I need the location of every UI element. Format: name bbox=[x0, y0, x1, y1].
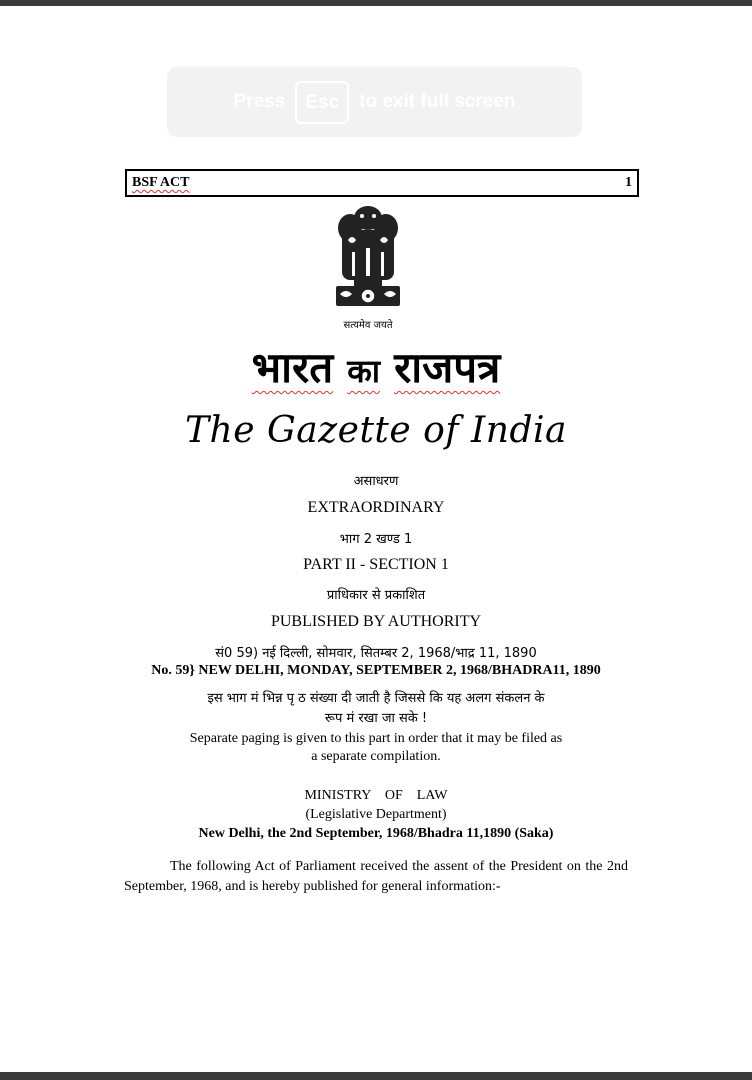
paging-note-hindi-line2: रूप मं रखा जा सके ! bbox=[324, 711, 428, 726]
authority: PUBLISHED BY AUTHORITY bbox=[270, 613, 482, 630]
issue-line-hindi: सं0 59) नई दिल्ली, सोमवार, सितम्बर 2, 1968/भाद्र 11, 1890 bbox=[215, 646, 537, 661]
fullscreen-notice bbox=[167, 67, 582, 137]
body-paragraph: The following Act of Parliament received the assent of the President on the 2nd September, 1968, and is hereby published for general information:- bbox=[124, 859, 628, 894]
dateline: New Delhi, the 2nd September, 1968/Bhadra 11,1890 (Saka) bbox=[198, 826, 554, 841]
fullscreen-notice-after: to exit full screen bbox=[359, 91, 516, 112]
title-hindi-word1: भारत bbox=[251, 343, 334, 392]
top-bar bbox=[0, 0, 752, 6]
title-hindi-word3: राजपत्र bbox=[394, 343, 501, 392]
emblem-motto: सत्यमेव जयते bbox=[343, 320, 393, 331]
esc-key-badge: Esc bbox=[295, 81, 349, 124]
paging-note-line2: a separate compilation. bbox=[311, 749, 441, 764]
act-title: BSF ACT bbox=[132, 175, 190, 190]
title-hindi-word2: का bbox=[347, 352, 381, 390]
part-hindi: भाग 2 खण्ड 1 bbox=[339, 532, 413, 547]
ministry: MINISTRY OF LAW bbox=[304, 788, 448, 803]
issue-line: No. 59} NEW DELHI, MONDAY, SEPTEMBER 2, 1968/BHADRA11, 1890 bbox=[151, 663, 601, 678]
authority-hindi: प्राधिकार से प्रकाशित bbox=[326, 588, 426, 603]
department: (Legislative Department) bbox=[305, 807, 447, 822]
fullscreen-notice-before: Press bbox=[233, 91, 286, 112]
edition: EXTRAORDINARY bbox=[307, 499, 445, 516]
paging-note-line1: Separate paging is given to this part in order that it may be filed as bbox=[189, 731, 563, 746]
gazette-title-english: The Gazette of India bbox=[185, 410, 567, 451]
document-header bbox=[125, 169, 639, 197]
national-emblem-icon bbox=[318, 200, 418, 335]
part-section: PART II - SECTION 1 bbox=[303, 556, 449, 573]
bottom-bar bbox=[0, 1072, 752, 1080]
gazette-title-hindi bbox=[0, 338, 752, 395]
paging-note-hindi-line1: इस भाग मं भिन्न पृ ठ संख्या दी जाती है जिससे कि यह अलग संकलन के bbox=[207, 691, 545, 706]
page-number: 1 bbox=[625, 175, 632, 190]
edition-hindi: असाधरण bbox=[353, 474, 399, 489]
